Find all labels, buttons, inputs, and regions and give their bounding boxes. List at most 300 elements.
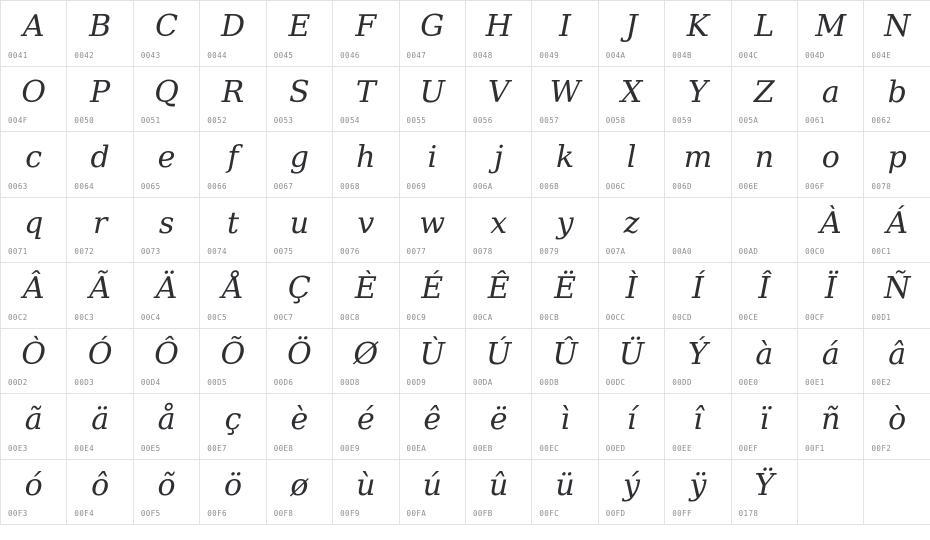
glyph-sample: j	[494, 140, 504, 175]
glyph-codepoint: 0068	[340, 181, 360, 191]
glyph-cell-0050[interactable]	[67, 67, 133, 133]
glyph-cell-006C[interactable]	[599, 132, 665, 198]
glyph-sample: Ë	[554, 271, 577, 306]
glyph-codepoint: 0057	[539, 116, 560, 125]
glyph-sample: K	[686, 9, 710, 44]
glyph-sample: Ö	[287, 336, 312, 372]
glyph-codepoint: 00FD	[605, 509, 626, 518]
glyph-cell-00FD[interactable]	[599, 460, 665, 526]
glyph-cell-0052[interactable]	[200, 67, 266, 133]
glyph-sample: ã	[24, 402, 43, 437]
glyph-sample: î	[693, 402, 703, 437]
glyph-cell-0047[interactable]	[400, 1, 466, 67]
glyph-codepoint: 00C1	[871, 247, 892, 256]
glyph-sample: e	[157, 140, 176, 175]
glyph-sample: A	[22, 9, 45, 44]
glyph-sample: U	[419, 74, 445, 110]
glyph-codepoint: 0073	[140, 247, 161, 256]
glyph-sample: Ò	[21, 336, 47, 372]
glyph-sample: k	[555, 140, 575, 175]
glyph-codepoint: 0042	[74, 50, 95, 60]
glyph-cell-00CF[interactable]	[798, 263, 864, 329]
glyph-codepoint: 00EE	[672, 443, 692, 453]
glyph-cell-00D5[interactable]	[200, 329, 266, 395]
glyph-codepoint: 00E7	[207, 443, 227, 453]
glyph-sample: ø	[290, 467, 309, 503]
glyph-codepoint: 00FC	[539, 509, 560, 518]
glyph-sample: á	[821, 336, 840, 372]
glyph-codepoint: 00D6	[273, 378, 294, 387]
glyph-sample	[665, 202, 730, 246]
glyph-codepoint: 006A	[472, 181, 493, 191]
glyph-cell-00CB[interactable]	[532, 263, 598, 329]
glyph-sample: ý	[623, 467, 640, 503]
glyph-codepoint: 00FB	[472, 509, 493, 518]
glyph-cell-00F3[interactable]	[1, 460, 67, 526]
glyph-cell-00D8[interactable]	[333, 329, 399, 395]
glyph-codepoint: 00F2	[871, 443, 892, 453]
glyph-cell-00EF[interactable]	[732, 394, 798, 460]
glyph-cell-00C3[interactable]	[67, 263, 133, 329]
glyph-cell-00D2[interactable]	[1, 329, 67, 395]
glyph-codepoint: 0067	[273, 181, 294, 191]
glyph-cell-00F8[interactable]	[267, 460, 333, 526]
glyph-sample: Ú	[486, 336, 512, 372]
glyph-cell-empty	[798, 460, 864, 526]
glyph-cell-0056[interactable]	[466, 67, 532, 133]
glyph-sample: Ï	[824, 271, 837, 306]
glyph-sample: l	[626, 140, 637, 175]
glyph-codepoint: 00C9	[406, 312, 427, 322]
glyph-cell-00C2[interactable]	[1, 263, 67, 329]
glyph-cell-00C4[interactable]	[134, 263, 200, 329]
glyph-codepoint: 00CA	[472, 312, 493, 322]
glyph-codepoint: 0043	[140, 50, 161, 60]
glyph-cell-00F6[interactable]	[200, 460, 266, 526]
glyph-codepoint: 00D3	[74, 378, 95, 387]
glyph-cell-00E5[interactable]	[134, 394, 200, 460]
glyph-sample: Ä	[155, 271, 178, 306]
glyph-codepoint: 0070	[871, 181, 892, 191]
glyph-sample: Á	[886, 205, 909, 241]
glyph-sample: x	[490, 205, 508, 241]
glyph-cell-0075[interactable]	[267, 198, 333, 264]
glyph-sample: À	[819, 205, 842, 241]
glyph-codepoint: 0045	[273, 50, 294, 60]
glyph-sample: å	[157, 402, 176, 437]
glyph-sample: M	[815, 9, 847, 44]
glyph-cell-00ED[interactable]	[599, 394, 665, 460]
glyph-codepoint: 00E1	[805, 378, 825, 387]
glyph-codepoint: 0079	[539, 247, 560, 256]
glyph-codepoint: 0077	[406, 247, 427, 256]
glyph-cell-0051[interactable]	[134, 67, 200, 133]
glyph-codepoint: 00C8	[340, 312, 360, 322]
glyph-codepoint: 0056	[472, 116, 493, 125]
glyph-cell-0065[interactable]	[134, 132, 200, 198]
glyph-cell-0073[interactable]	[134, 198, 200, 264]
glyph-sample: p	[887, 140, 907, 175]
glyph-sample: E	[288, 9, 311, 44]
glyph-sample: a	[821, 74, 840, 110]
glyph-cell-00C0[interactable]	[798, 198, 864, 264]
glyph-codepoint: 00DC	[605, 378, 626, 387]
glyph-codepoint: 00D1	[871, 312, 892, 322]
glyph-cell-00E8[interactable]	[267, 394, 333, 460]
glyph-sample: G	[420, 9, 445, 44]
glyph-sample: õ	[157, 467, 176, 503]
glyph-sample: Õ	[220, 336, 246, 372]
glyph-sample: X	[620, 74, 643, 110]
glyph-sample: ô	[91, 467, 110, 503]
glyph-cell-00F4[interactable]	[67, 460, 133, 526]
glyph-cell-0076[interactable]	[333, 198, 399, 264]
glyph-cell-0054[interactable]	[333, 67, 399, 133]
glyph-sample: ç	[224, 402, 242, 437]
glyph-codepoint: 00D4	[140, 378, 161, 387]
glyph-sample: Î	[758, 271, 771, 306]
glyph-sample: ö	[223, 467, 242, 503]
glyph-sample: g	[289, 140, 309, 175]
glyph-cell-00CD[interactable]	[665, 263, 731, 329]
glyph-cell-0055[interactable]	[400, 67, 466, 133]
glyph-codepoint: 004C	[738, 50, 759, 60]
glyph-cell-0064[interactable]	[67, 132, 133, 198]
glyph-sample: S	[289, 74, 310, 110]
glyph-cell-00D9[interactable]	[400, 329, 466, 395]
glyph-codepoint: 0063	[8, 181, 28, 191]
glyph-cell-00E3[interactable]	[1, 394, 67, 460]
glyph-cell-00D4[interactable]	[134, 329, 200, 395]
glyph-sample: ó	[24, 467, 43, 503]
glyph-sample: Ù	[419, 336, 445, 372]
glyph-cell-00D1[interactable]	[864, 263, 930, 329]
glyph-cell-00EE[interactable]	[665, 394, 731, 460]
glyph-codepoint: 00CF	[805, 312, 825, 322]
glyph-cell-0063[interactable]	[1, 132, 67, 198]
glyph-sample: z	[623, 205, 640, 241]
glyph-sample: R	[221, 74, 245, 110]
glyph-codepoint: 0055	[406, 116, 427, 125]
glyph-codepoint: 0072	[74, 247, 95, 256]
glyph-codepoint: 00F3	[8, 509, 28, 518]
glyph-sample: B	[89, 9, 112, 44]
glyph-codepoint: 00D2	[8, 378, 28, 387]
glyph-codepoint: 0046	[340, 50, 360, 60]
glyph-cell-00EB[interactable]	[466, 394, 532, 460]
glyph-sample: H	[485, 9, 512, 44]
glyph-codepoint: 00EB	[472, 443, 493, 453]
glyph-cell-00CC[interactable]	[599, 263, 665, 329]
glyph-codepoint: 004E	[871, 50, 892, 60]
glyph-codepoint: 00DD	[672, 378, 692, 387]
glyph-codepoint: 0044	[207, 50, 227, 60]
glyph-cell-00EC[interactable]	[532, 394, 598, 460]
glyph-cell-0059[interactable]	[665, 67, 731, 133]
glyph-sample: s	[158, 205, 175, 241]
glyph-cell-0053[interactable]	[267, 67, 333, 133]
glyph-cell-005A[interactable]	[732, 67, 798, 133]
glyph-cell-0069[interactable]	[400, 132, 466, 198]
glyph-sample: f	[227, 140, 239, 175]
glyph-sample: u	[289, 205, 310, 241]
glyph-sample: d	[90, 140, 110, 175]
glyph-sample: F	[355, 9, 377, 44]
glyph-sample: O	[21, 74, 47, 110]
glyph-codepoint: 0058	[605, 116, 626, 125]
glyph-cell-00C5[interactable]	[200, 263, 266, 329]
glyph-cell-0077[interactable]	[400, 198, 466, 264]
glyph-codepoint: 006D	[672, 181, 692, 191]
glyph-codepoint: 006C	[605, 181, 626, 191]
glyph-cell-0041[interactable]	[1, 1, 67, 67]
glyph-cell-00F2[interactable]	[864, 394, 930, 460]
glyph-cell-00DD[interactable]	[665, 329, 731, 395]
glyph-cell-0044[interactable]	[200, 1, 266, 67]
glyph-codepoint: 00AD	[738, 247, 759, 256]
glyph-cell-empty	[864, 460, 930, 526]
glyph-cell-00DC[interactable]	[599, 329, 665, 395]
glyph-sample: o	[821, 140, 840, 175]
glyph-codepoint: 0041	[8, 50, 28, 60]
glyph-cell-0045[interactable]	[267, 1, 333, 67]
glyph-cell-00F9[interactable]	[333, 460, 399, 526]
glyph-sample: â	[888, 336, 907, 372]
glyph-cell-00CA[interactable]	[466, 263, 532, 329]
glyph-codepoint: 0071	[8, 247, 28, 256]
glyph-sample: ü	[555, 467, 575, 503]
glyph-sample: r	[92, 205, 108, 241]
glyph-codepoint: 0075	[273, 247, 294, 256]
glyph-sample: Ê	[487, 271, 510, 306]
glyph-cell-0072[interactable]	[67, 198, 133, 264]
glyph-codepoint: 006B	[539, 181, 560, 191]
glyph-codepoint: 00ED	[605, 443, 626, 453]
glyph-codepoint: 00F4	[74, 509, 95, 518]
glyph-codepoint: 0054	[340, 116, 360, 125]
glyph-cell-006E[interactable]	[732, 132, 798, 198]
glyph-cell-00C8[interactable]	[333, 263, 399, 329]
glyph-cell-0061[interactable]	[798, 67, 864, 133]
glyph-sample: É	[421, 271, 444, 306]
glyph-sample: è	[290, 402, 309, 437]
glyph-sample: ï	[759, 402, 770, 437]
glyph-cell-0067[interactable]	[267, 132, 333, 198]
glyph-codepoint: 004A	[605, 50, 626, 60]
glyph-codepoint: 00CB	[539, 312, 560, 322]
glyph-cell-00E9[interactable]	[333, 394, 399, 460]
glyph-cell-00FB[interactable]	[466, 460, 532, 526]
glyph-sample: Ñ	[884, 271, 911, 306]
glyph-cell-00FF[interactable]	[665, 460, 731, 526]
glyph-cell-00DA[interactable]	[466, 329, 532, 395]
glyph-sample: ñ	[821, 402, 841, 437]
glyph-cell-0042[interactable]	[67, 1, 133, 67]
glyph-cell-0070[interactable]	[864, 132, 930, 198]
glyph-codepoint: 00D9	[406, 378, 427, 387]
glyph-codepoint: 0048	[472, 50, 493, 60]
glyph-cell-004C[interactable]	[732, 1, 798, 67]
glyph-codepoint: 00E0	[738, 378, 759, 387]
glyph-codepoint: 0051	[140, 116, 161, 125]
glyph-codepoint: 0052	[207, 116, 227, 125]
glyph-cell-0043[interactable]	[134, 1, 200, 67]
glyph-sample: Ì	[625, 271, 638, 306]
glyph-cell-004B[interactable]	[665, 1, 731, 67]
glyph-cell-00FA[interactable]	[400, 460, 466, 526]
glyph-cell-0046[interactable]	[333, 1, 399, 67]
glyph-sample: Ó	[87, 336, 113, 372]
glyph-cell-0049[interactable]	[532, 1, 598, 67]
glyph-sample: Í	[692, 271, 704, 306]
glyph-codepoint: 00E2	[871, 378, 892, 387]
glyph-cell-0048[interactable]	[466, 1, 532, 67]
glyph-cell-004E[interactable]	[864, 1, 930, 67]
glyph-cell-00E2[interactable]	[864, 329, 930, 395]
glyph-cell-00CE[interactable]	[732, 263, 798, 329]
glyph-codepoint: 00C0	[805, 247, 825, 256]
glyph-cell-006B[interactable]	[532, 132, 598, 198]
glyph-codepoint: 00A0	[672, 247, 692, 256]
glyph-sample: ä	[91, 402, 110, 437]
glyph-sample: T	[355, 74, 376, 110]
glyph-cell-0058[interactable]	[599, 67, 665, 133]
glyph-sample	[732, 202, 797, 246]
glyph-codepoint: 0074	[207, 247, 227, 256]
glyph-sample: J	[625, 9, 638, 44]
glyph-sample: t	[226, 205, 239, 241]
glyph-codepoint: 00EC	[539, 443, 560, 453]
glyph-cell-0079[interactable]	[532, 198, 598, 264]
glyph-cell-00DB[interactable]	[532, 329, 598, 395]
glyph-codepoint: 00C4	[140, 312, 161, 322]
glyph-cell-00D6[interactable]	[267, 329, 333, 395]
glyph-sample: Ü	[618, 336, 645, 372]
glyph-codepoint: 00F9	[340, 509, 360, 518]
glyph-cell-0057[interactable]	[532, 67, 598, 133]
glyph-sample: D	[220, 9, 245, 44]
glyph-cell-00F5[interactable]	[134, 460, 200, 526]
glyph-cell-0071[interactable]	[1, 198, 67, 264]
glyph-cell-007A[interactable]	[599, 198, 665, 264]
glyph-codepoint: 0065	[140, 181, 161, 191]
glyph-sample: Q	[154, 74, 179, 110]
glyph-codepoint: 00C5	[207, 312, 227, 322]
glyph-sample: y	[556, 205, 574, 241]
glyph-cell-00E4[interactable]	[67, 394, 133, 460]
glyph-sample: ú	[422, 467, 442, 503]
glyph-codepoint: 0076	[340, 247, 360, 256]
glyph-codepoint: 00E3	[8, 443, 28, 453]
glyph-sample: i	[427, 140, 438, 175]
glyph-codepoint: 0059	[672, 116, 692, 125]
glyph-cell-00C7[interactable]	[267, 263, 333, 329]
glyph-codepoint: 00F6	[207, 509, 227, 518]
glyph-sample: Y	[688, 74, 708, 110]
glyph-sample: ÿ	[689, 467, 707, 503]
glyph-codepoint: 0050	[74, 116, 95, 125]
glyph-codepoint: 00DB	[539, 378, 560, 387]
glyph-codepoint: 00F5	[140, 509, 161, 518]
glyph-cell-00FC[interactable]	[532, 460, 598, 526]
glyph-codepoint: 004B	[672, 50, 692, 60]
glyph-cell-00E0[interactable]	[732, 329, 798, 395]
glyph-sample: ù	[356, 467, 376, 503]
glyph-sample: P	[90, 74, 111, 110]
glyph-codepoint: 00D5	[207, 378, 227, 387]
glyph-cell-0062[interactable]	[864, 67, 930, 133]
glyph-codepoint: 0178	[738, 509, 759, 518]
glyph-cell-004A[interactable]	[599, 1, 665, 67]
glyph-cell-006D[interactable]	[665, 132, 731, 198]
glyph-cell-00D3[interactable]	[67, 329, 133, 395]
glyph-cell-00E1[interactable]	[798, 329, 864, 395]
glyph-codepoint: 00CC	[605, 312, 626, 322]
glyph-cell-0068[interactable]	[333, 132, 399, 198]
glyph-cell-0074[interactable]	[200, 198, 266, 264]
glyph-sample: c	[25, 140, 43, 175]
glyph-codepoint: 0062	[871, 116, 892, 125]
glyph-sample: Ÿ	[754, 467, 775, 503]
glyph-cell-00AD[interactable]	[732, 198, 798, 264]
glyph-codepoint: 00E4	[74, 443, 95, 453]
glyph-cell-0066[interactable]	[200, 132, 266, 198]
glyph-sample: ê	[423, 402, 442, 437]
glyph-sample: Ç	[287, 271, 311, 306]
glyph-sample: L	[754, 9, 775, 44]
glyph-sample: w	[419, 205, 446, 241]
glyph-sample: à	[755, 336, 774, 372]
glyph-cell-00A0[interactable]	[665, 198, 731, 264]
glyph-cell-00C1[interactable]	[864, 198, 930, 264]
glyph-cell-004F[interactable]	[1, 67, 67, 133]
glyph-sample: ò	[888, 402, 907, 437]
glyph-cell-0078[interactable]	[466, 198, 532, 264]
glyph-sample: û	[489, 467, 509, 503]
glyph-cell-0178[interactable]	[732, 460, 798, 526]
glyph-codepoint: 00E9	[340, 443, 360, 453]
glyph-cell-006F[interactable]	[798, 132, 864, 198]
glyph-codepoint: 00C2	[8, 312, 28, 322]
glyph-codepoint: 00EA	[406, 443, 427, 453]
glyph-cell-00F1[interactable]	[798, 394, 864, 460]
glyph-codepoint: 006F	[805, 181, 825, 191]
glyph-codepoint: 00C3	[74, 312, 95, 322]
glyph-sample: m	[683, 140, 713, 175]
glyph-sample: V	[487, 74, 510, 110]
glyph-sample: ì	[560, 402, 570, 437]
glyph-codepoint: 00E8	[273, 443, 294, 453]
glyph-codepoint: 005A	[738, 116, 759, 125]
glyph-sample: Z	[753, 74, 775, 110]
glyph-cell-00C9[interactable]	[400, 263, 466, 329]
glyph-sample: q	[24, 205, 44, 241]
glyph-codepoint: 00E5	[140, 443, 161, 453]
glyph-sample: Ø	[353, 336, 379, 372]
glyph-codepoint: 007A	[605, 247, 626, 256]
glyph-cell-006A[interactable]	[466, 132, 532, 198]
glyph-codepoint: 00DA	[472, 378, 493, 387]
glyph-codepoint: 004F	[8, 116, 28, 125]
glyph-codepoint: 00CE	[738, 312, 759, 322]
glyph-cell-00E7[interactable]	[200, 394, 266, 460]
glyph-codepoint: 00D8	[340, 378, 360, 387]
glyph-sample: Â	[22, 271, 45, 306]
glyph-cell-004D[interactable]	[798, 1, 864, 67]
glyph-cell-00EA[interactable]	[400, 394, 466, 460]
glyph-codepoint: 00EF	[738, 443, 759, 453]
glyph-codepoint: 00F8	[273, 509, 294, 518]
